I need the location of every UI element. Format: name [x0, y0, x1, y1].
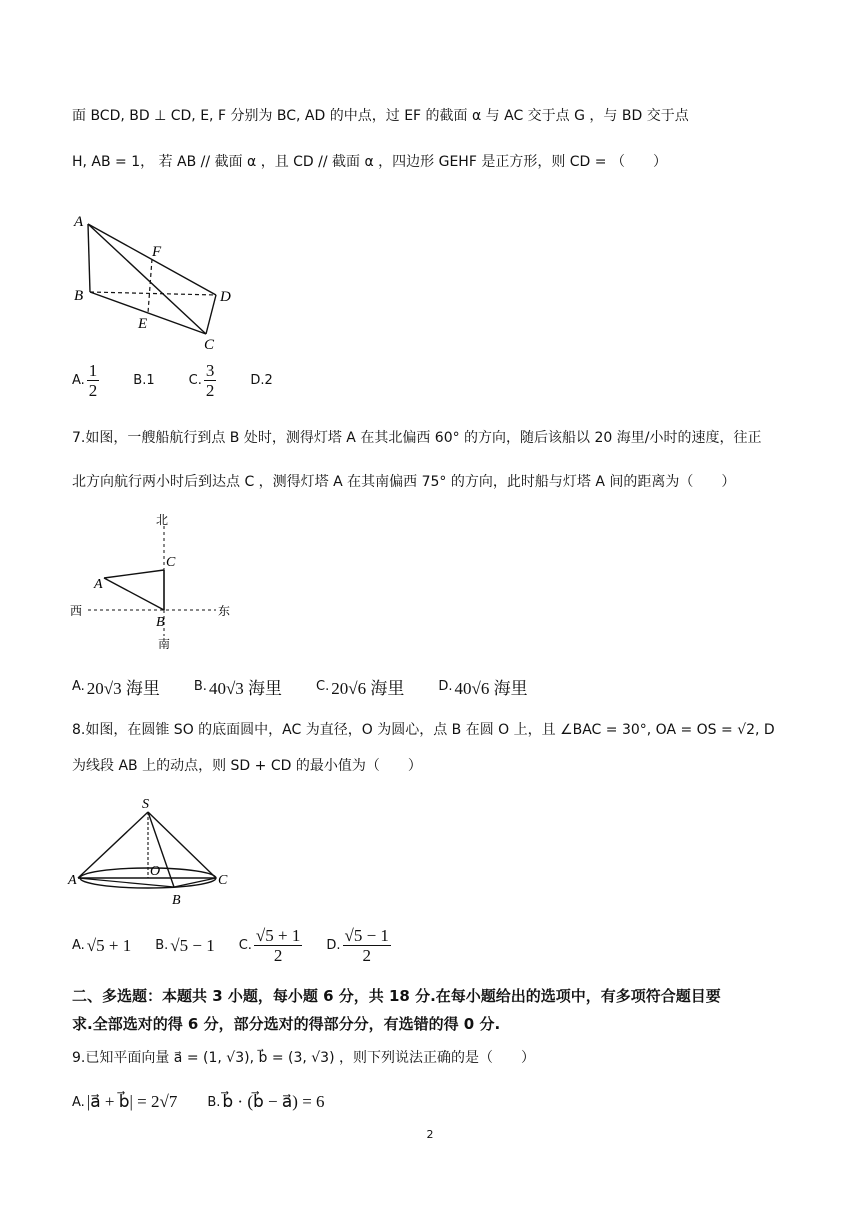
q8-label-B: B — [172, 893, 181, 908]
q6-label-A: A — [74, 214, 84, 230]
q6-options — [72, 361, 307, 400]
q8-options — [72, 926, 425, 965]
q8-option-d: D. $\frac{√5 - 1}{2}$ — [326, 926, 389, 965]
q6-option-a: A. $\frac{1}{2}$ — [72, 361, 98, 400]
q9-option-b: B. b⃗ · (b⃗ − a⃗) = 6 — [207, 1092, 325, 1111]
q7-text-line1: 7.如图，一艘船航行到点 B 处时，测得灯塔 A 在其北偏西 60° 的方向，随后该船以 20 海里/小时的速度，往正 — [72, 430, 762, 446]
q9-option-a: A. |a⃗ + b⃗| = 2√7 — [72, 1092, 178, 1111]
q7-option-d: D. 40√6 海里 — [438, 679, 528, 698]
q7-label-north: 北 — [156, 513, 169, 527]
section2-heading-line1: 二、多选题：本题共 3 小题，每小题 6 分，共 18 分.在每小题给出的选项中，有多项符合题目要 — [72, 987, 721, 1005]
q7-label-east: 东 — [218, 604, 231, 618]
q9-text-line1: 9.已知平面向量 a⃗ = (1, √3), b⃗ = (3, √3) ，则下列说法正确的是（ ） — [72, 1050, 536, 1066]
q7-bearing-figure — [66, 508, 246, 654]
section2-heading-line2: 求.全部选对的得 6 分，部分选对的得部分分，有选错的得 0 分. — [72, 1015, 501, 1033]
q7-label-west: 西 — [70, 604, 83, 618]
q6-label-F: F — [152, 244, 162, 260]
q8-text-line2: 为线段 AB 上的动点，则 SD + CD 的最小值为（ ） — [72, 758, 422, 774]
q8-label-A: A — [68, 873, 77, 888]
q6-option-b: B.1 — [133, 373, 155, 388]
q8-option-a: A. √5 + 1 — [72, 935, 132, 955]
q8-text-line1: 8.如图，在圆锥 SO 的底面圆中，AC 为直径，O 为圆心，点 B 在圆 O 上，且 ∠BAC = 30°, OA = OS = √2, D — [72, 722, 775, 738]
q6-label-E: E — [138, 316, 148, 332]
q6-label-D: D — [220, 289, 231, 305]
q7-label-C: C — [166, 555, 176, 570]
q6-tetrahedron-figure — [66, 206, 256, 356]
q6-label-C: C — [204, 337, 215, 353]
page-number: 2 — [426, 1128, 434, 1141]
q7-label-south: 南 — [158, 637, 171, 651]
q6-label-B: B — [74, 288, 84, 304]
q7-options — [72, 674, 562, 699]
q8-label-S: S — [142, 797, 149, 812]
q6-option-c: C. $\frac{3}{2}$ — [188, 361, 215, 400]
q8-option-b: B. √5 − 1 — [155, 935, 215, 955]
q7-label-A: A — [94, 577, 103, 592]
q8-cone-figure — [66, 792, 246, 910]
q6-text-line1: 面 BCD, BD ⊥ CD, E, F 分别为 BC, AD 的中点，过 EF 的截面 α 与 AC 交于点 G ，与 BD 交于点 — [72, 108, 689, 124]
q7-text-line2: 北方向航行两小时后到达点 C ，测得灯塔 A 在其南偏西 75° 的方向，此时船与灯塔 A 间的距离为（ ） — [72, 474, 736, 490]
q6-text-line2: H, AB = 1， 若 AB // 截面 α ，且 CD // 截面 α ，四边形 GEHF 是正方形，则 CD = （ ） — [72, 154, 667, 170]
q6-option-d: D.2 — [250, 373, 273, 388]
q9-options — [72, 1092, 359, 1112]
q8-label-O: O — [150, 864, 161, 879]
q8-label-C: C — [218, 873, 228, 888]
q7-option-b: B. 40√3 海里 — [193, 679, 283, 698]
q7-label-B: B — [156, 615, 165, 630]
q8-option-c: C. $\frac{√5 + 1}{2}$ — [238, 926, 301, 965]
q7-option-c: C. 20√6 海里 — [316, 679, 405, 698]
q7-option-a: A. 20√3 海里 — [72, 679, 160, 698]
